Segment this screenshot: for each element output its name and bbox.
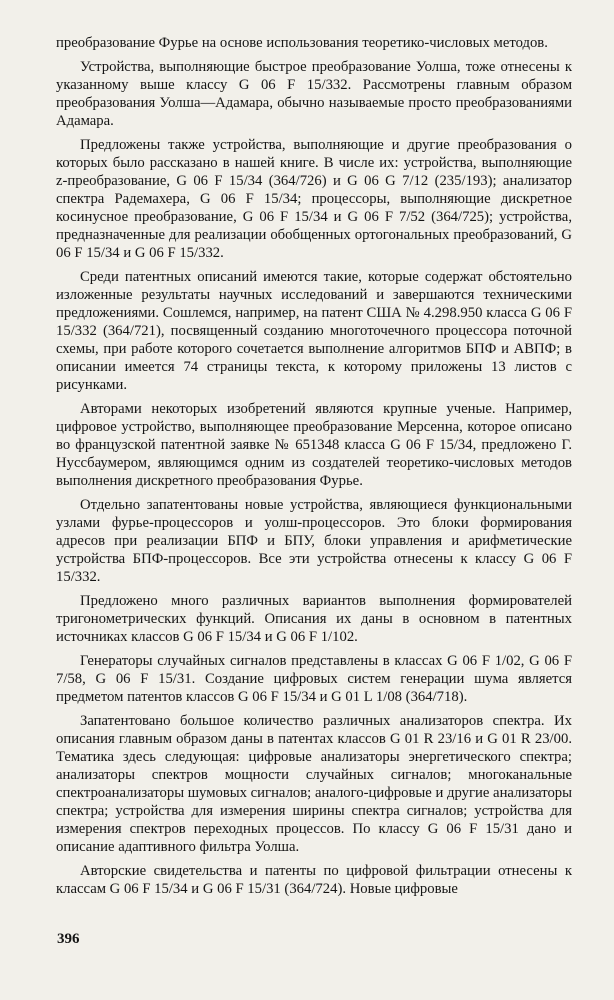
paragraph-authors: Авторами некоторых изобретений являются крупные ученые. Например, цифровое устройство, выполняющее преобразование Мерсенна, которое описано во французской патентной заявке № 651348 класса G 06 F 15/34, предложено Г. Нуссбаумером, являющимся одним из создателей теоретико-числовых методов выполнения дискретного преобразования Фурье.	[56, 401, 572, 489]
paragraph-functional-units: Отдельно запатентованы новые устройства, являющиеся функциональными узлами фурье-процессоров и уолш-процессоров. Это блоки формирования адресов при реализации БПФ и БПУ, блоки управления и арифметические устройства БПФ-процессоров. Все эти устройства отнесены к классу G 06 F 15/332.	[56, 497, 572, 585]
paragraph-continuation: преобразование Фурье на основе использования теоретико-числовых методов.	[56, 35, 548, 51]
paragraph-other-transforms: Предложены также устройства, выполняющие и другие преобразования о которых было рассказано в нашей книге. В числе их: устройства, выполняющие z-преобразование, G 06 F 15/34 (364/726) и G 06 G 7/12 (235/193); анализатор спектра Радемахера, G 06 F 15/34; процессоры, выполняющие дискретное косинусное преобразование, G 06 F 15/34 и G 06 F 7/52 (364/725); устройства, предназначенные для реализации обобщенных ортогональных преобразований, G 06 F 15/34 и G 06 F 15/332.	[56, 137, 572, 261]
page-number: 396	[57, 931, 80, 947]
body-text	[56, 34, 572, 904]
paragraph-trig-functions: Предложено много различных вариантов выполнения формирователей тригонометрических функций. Описания их даны в основном в патентных источниках классов G 06 F 15/34 и G 06 F 1/102.	[56, 593, 572, 645]
paragraph-walsh-transform: Устройства, выполняющие быстрое преобразование Уолша, тоже отнесены к указанному выше классу G 06 F 15/332. Рассмотрены главным образом преобразования Уолша—Адамара, обычно называемые просто преобразованиями Адамара.	[56, 59, 572, 129]
paragraph-random-generators: Генераторы случайных сигналов представлены в классах G 06 F 1/02, G 06 F 7/58, G 06 F 15/31. Создание цифровых систем генерации шума является предметом патентов классов G 06 F 15/34 и G 01 L 1/08 (364/718).	[56, 653, 572, 705]
paragraph-patent-descriptions: Среди патентных описаний имеются такие, которые содержат обстоятельно изложенные результаты научных исследований и завершаются техническими предложениями. Сошлемся, например, на патент США № 4.298.950 класса G 06 F 15/332 (364/721), посвященный созданию многоточечного процессора поточной схемы, при работе которого сочетается выполнение алгоритмов БПФ и АВПФ; в описании имеется 74 страницы текста, к которому приложены 13 листов с рисунками.	[56, 269, 572, 393]
paragraph-spectrum-analyzers: Запатентовано большое количество различных анализаторов спектра. Их описания главным образом даны в патентах классов G 01 R 23/16 и G 01 R 23/00. Тематика здесь следующая: цифровые анализаторы энергетического спектра; анализаторы спектров мощности случайных сигналов; многоканальные спектроанализаторы шумовых сигналов; аналого-цифровые и другие анализаторы спектра; устройства для измерения ширины спектра сигналов; устройства для измерения спектров переходных процессов. По классу G 06 F 15/31 дано и описание адаптивного фильтра Уолша.	[56, 713, 572, 855]
paragraph-digital-filtering: Авторские свидетельства и патенты по цифровой фильтрации отнесены к классам G 06 F 15/34 и G 06 F 15/31 (364/724). Новые цифровые	[56, 863, 572, 897]
